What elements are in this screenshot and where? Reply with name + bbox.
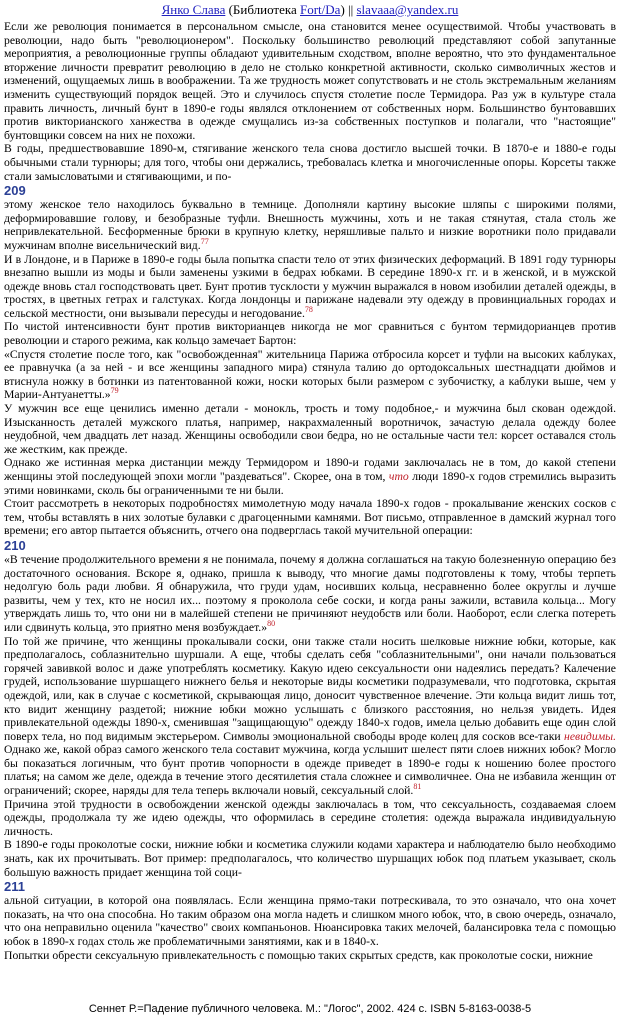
paragraph-text: И в Лондоне, и в Париже в 1890-е годы была попытка спасти тело от этих физических деформаций. В 1891 году турнюры внезапно вышли из моды и были заменены узкими в бедрах юбками. В середине 1890-х гг. и в женской, и в мужской одежде вновь стал господствовать цвет. Бунт против тусклости у мужчин выражался в новом изобилии деталей одежды, в тростях, в цветных гетрах и галстуках. Когда лондонцы и парижане надевали эту одежду в провинциальных городах и сельской местности, они вызывали пересуды и негодование. [4, 252, 616, 320]
page-number: 210 [4, 537, 26, 553]
paragraph: По чистой интенсивности бунт против викторианцев никогда не мог сравниться с бунтом термидорианцев против революции и старого режима, как кольцо замечает Бартон: [4, 320, 616, 348]
paragraph [4, 456, 616, 497]
page-number: 209 [4, 183, 26, 199]
quote-paragraph [4, 348, 616, 402]
paragraph-text: Однако же, какой образ самого женского тела составит мужчина, когда услышит шелест пяти слоев нижних юбок? Могло бы показаться логичным, что бунт против чопорности в одежде приведет в 1890-е годы к ношению более простого платья; на самом же деле, одежда в течение этого десятилетия стала сложнее и символичнее. Она не избавила женщин от ограничений; скорее, наряды для тела теперь включали новый, сексуальный слой. [4, 743, 616, 798]
italic-emphasis: невидимы. [564, 729, 616, 743]
library-link[interactable]: Fort/Da [300, 2, 341, 17]
paragraph: альной ситуации, в которой она появлялась. Если женщина прямо-таки потрескивала, то это означало, что она хочет показать, на что она способна. Но таким образом она могла надеть и слишком много юбок, что, в свою очередь, означало, что она неправильно оценила "качество" своих компаньонов. Нюансировка таких мелочей, балансировка тела с помощью юбок в 1890-х годах столь же проблематичными занятиями, как и в 1840-х. [4, 894, 616, 948]
paragraph-text: «В течение продолжительного времени я не понимала, почему я должна соглашаться на такую болезненную операцию без достаточного основания. Вскоре я, однако, пришла к выводу, что многие дамы подготовлены к тому, чтобы терпеть недолгую боль ради любви. Я обнаружила, что груди удам, носивших кольца, несравненно более округлы и лучше развиты, чем у тех, кто не носил их... поэтому я проколола себе соски, и когда раны зажили, вставила кольца... Могу утверждать лишь то, что они ни в малейшей степени не причиняют неудобств или боли. Наоборот, если слегка потереть или сдвинуть кольца, это приятно меня возбуждает.» [4, 552, 616, 634]
footnote-ref[interactable]: 79 [110, 386, 119, 396]
paragraph-text: этому женское тело находилось буквально в темнице. Дополняли картину высокие шляпы с широкими полями, деформировавшие голову, и безобразные туфли. Внешность мужчины, хоть и не такая стянутая, стала столь же непривлекательной. Бесформенные брюки в крупную клетку, неряшливые пальто и низкие воротники поло придавали мужчинам вполне висельнический вид. [4, 198, 616, 252]
page-number: 211 [4, 879, 25, 895]
document-body [4, 20, 616, 962]
page-footer [0, 1003, 620, 1016]
paragraph-text: «Спустя столетие после того, как "освобожденная" жительница Парижа отбросила корсет и туфли на высоких каблуках, ее правнучка (а за ней - и все женщины западного мира) стянула талию до ортодоксальных шестнадцати дюймов и втиснула ножку в ботинки из патентованной кожи, носки которых были размером с зубочистку, а каблуки выше, чем у Марии-Антуанетты.» [4, 347, 616, 402]
paragraph: В 1890-е годы проколотые соски, нижние юбки и косметика служили кодами характера и наблюдателю было необходимо знать, как их прочитывать. Вот пример: предполагалось, что количество шуршащих юбок под платьем указывает, сколь большую важность придает женщина той соци- [4, 838, 616, 879]
library-prefix: (Библиотека [228, 2, 300, 17]
email-link[interactable]: slavaaa@yandex.ru [356, 2, 459, 17]
paragraph: Если же революция понимается в персональном смысле, она становится менее осуществимой. Чтобы участвовать в революции, надо быть "революционером". Поскольку большинство революций представляют собой запутанные мероприятия, а революционные группы обладают удивительным сходством, вполне вероятно, что это фундаментальное вторжение личности превратит революцию в дело не столько конкретной активности, сколько символичных жестов и изменений, ощущаемых лишь в воображении. Та же трудность может сопутствовать и не столь экстремальным желаниям изменить существующий порядок вещей. Это и случилось спустя столетие после Термидора. Раз уж в культуре стала править личность, личный бунт в 1890-е годы являлся отклонением от собственных норм. Большинство бунтовавших против викторианского ханжества в одежде смущались из-за собственных поступков и полагали, что "настоящие" бунтовщики совсем на них не похожи. [4, 20, 616, 142]
paragraph: Причина этой трудности в освобождении женской одежды заключалась в том, что сексуальность, создаваемая слоем одежды, продолжала ту же идею одежды, что оформилась в середине столетия: одежда выражала индивидуальную личность. [4, 797, 616, 838]
footnote-ref[interactable]: 81 [413, 782, 422, 792]
quote-paragraph [4, 553, 616, 635]
paragraph-text: люди 1890-х годов стремились выразить этими новинками, сколь бы ограниченными те ни были. [4, 470, 617, 497]
footnote-ref[interactable]: 80 [267, 619, 276, 629]
paragraph [4, 198, 616, 252]
author-link[interactable]: Янко Слава [161, 2, 226, 17]
paragraph: У мужчин все еще ценились именно детали - монокль, трость и тому подобное,- и мужчина был скован одеждой. Изысканность деталей мужского платья, например, накрахмаленный воротничок, зачастую делала одежду более неудобной, чем двадцать лет назад. Женщины освободили свои бедра, но не остальные части тел: корсет оставался столь же жестким, как прежде. [4, 402, 616, 456]
paragraph: Стоит рассмотреть в некоторых подробностях мимолетную моду начала 1890-х годов - прокалывание женских сосков с тем, чтобы вставлять в них золотые булавки с драгоценными камнями. Вот письмо, отправленное в дамский журнал того времени; его автор пытается объяснить, отчего она подверглась такой мучительной операции: [4, 497, 616, 538]
library-suffix: ) || [340, 2, 354, 17]
paragraph: Попытки обрести сексуальную привлекательность с помощью таких скрытых средств, как проколотые соски, нижние [4, 948, 593, 962]
paragraph [4, 253, 616, 321]
paragraph-text: По той же причине, что женщины прокалывали соски, они также стали носить шелковые нижние юбки, которые, как предполагалось, соблазнительно шуршали. А еще, чтобы сделать себя "соблазнительными", они начали пользоваться горячей завивкой волос и даже употреблять косметику. Какую идею сексуальности они надеялись передать? Калечение грудей, использование шуршащего нижнего белья и некоторые виды косметики подразумевали, что подготовка, скрытая одеждой, или, как в случае с косметикой, скрывающая лицо, доносит чувственное влечение. Эти кольца видит лишь тот, кто видит женщину раздетой; нижние юбки можно услышать с близкого расстояния, но нельзя увидеть. Идея привлекательной одежды 1890-х, сменившая "защищающую" одежду 1840-х годов, имела целью добавить еще один слой поверх тела, но под видимым экстерьером. Символы эмоциональной свободы вроде колец для сосков все-таки [4, 634, 616, 743]
citation: Сеннет Р.=Падение публичного человека. М.: "Логос", 2002. 424 с. ISBN 5-8163-0038-5 [88, 1003, 532, 1015]
paragraph: В годы, предшествовавшие 1890-м, стягивание женского тела снова достигло высшей точки. В 1870-е и 1880-е годы обычными стали турнюры; для того, чтобы они держались, требовалась клетка и многочисленные опоры. Корсеты также стали замысловатыми и стягивающими, и по- [4, 142, 616, 183]
page-header [0, 2, 620, 17]
paragraph-text: Однако же истинная мерка дистанции между Термидором и 1890-и годами заключалась не в том, до какой степени женщины этой последующей эпохи могли "раздеваться". Скорее, она в том, [4, 456, 616, 483]
paragraph [4, 635, 616, 798]
footnote-ref[interactable]: 77 [200, 237, 209, 247]
italic-emphasis: что [388, 470, 409, 483]
footnote-ref[interactable]: 78 [304, 304, 313, 314]
